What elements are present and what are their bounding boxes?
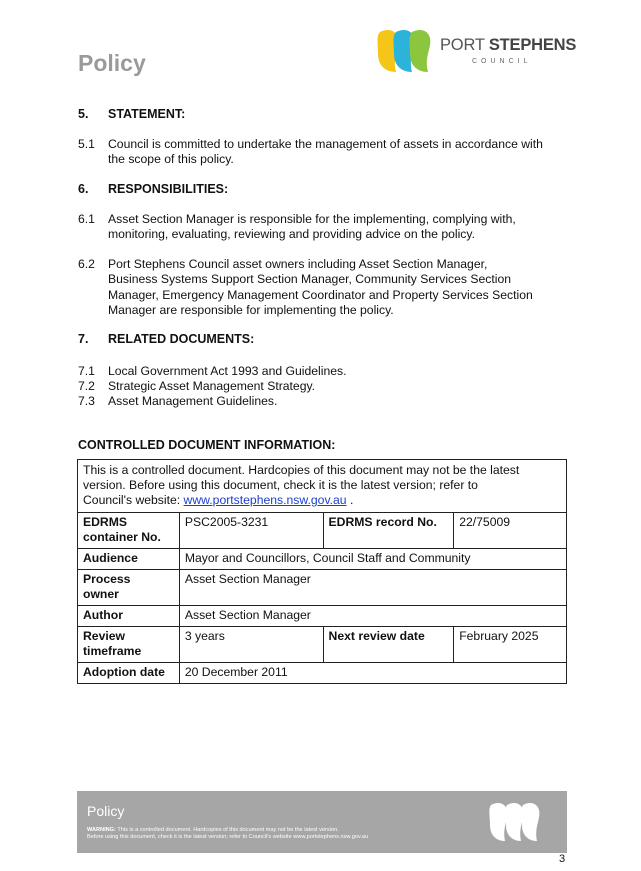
- table-row: [78, 460, 567, 513]
- controlled-info-table: [77, 459, 567, 684]
- section-heading-statement: 5. STATEMENT:: [78, 107, 186, 121]
- page-number: 3: [559, 853, 566, 865]
- adoption-date-value: 20 December 2011: [179, 663, 566, 684]
- edrms-container-label: EDRMS container No.: [78, 513, 180, 549]
- audience-value: Mayor and Councillors, Council Staff and Community: [179, 549, 566, 570]
- table-row: [78, 606, 567, 627]
- process-owner-value: Asset Section Manager: [179, 570, 566, 606]
- adoption-date-label: Adoption date: [78, 663, 180, 684]
- section-heading-related-documents: 7. RELATED DOCUMENTS:: [78, 332, 255, 346]
- table-row: [78, 549, 567, 570]
- section-heading-responsibilities: 6. RESPONSIBILITIES:: [78, 182, 229, 196]
- audience-label: Audience: [78, 549, 180, 570]
- page-title: Policy: [78, 50, 146, 76]
- table-row: [78, 513, 567, 549]
- author-value: Asset Section Manager: [179, 606, 566, 627]
- process-owner-label: Process owner: [78, 570, 180, 606]
- wave-logo-icon: [376, 26, 438, 76]
- council-logo: [376, 26, 576, 76]
- logo-subtitle: COUNCIL: [472, 58, 532, 65]
- author-label: Author: [78, 606, 180, 627]
- next-review-label: Next review date: [323, 627, 454, 663]
- logo-name: PORT STEPHENS: [440, 36, 577, 54]
- website-link[interactable]: www.portstephens.nsw.gov.au: [183, 493, 347, 507]
- footer-warning: WARNING: This is a controlled document. Hardcopies of this document may not be the latest version. Before using this document, check it is the latest version; refer to Council's website www.portstephens.nsw.gov.au: [87, 827, 369, 840]
- page-footer: [77, 791, 567, 853]
- review-timeframe-value: 3 years: [179, 627, 323, 663]
- review-timeframe-label: Review timeframe: [78, 627, 180, 663]
- footer-title: Policy: [87, 803, 125, 819]
- edrms-container-value: PSC2005-3231: [179, 513, 323, 549]
- next-review-value: February 2025: [454, 627, 567, 663]
- table-row: [78, 663, 567, 684]
- controlled-info-heading: CONTROLLED DOCUMENT INFORMATION:: [78, 438, 336, 452]
- edrms-record-value: 22/75009: [454, 513, 567, 549]
- table-row: [78, 627, 567, 663]
- table-row: [78, 570, 567, 606]
- edrms-record-label: EDRMS record No.: [323, 513, 454, 549]
- controlled-notice: This is a controlled document. Hardcopies of this document may not be the latest version. Before using this document, check it is the latest version; refer to Council's website: www.portstephens.nsw.gov.au .: [78, 460, 567, 513]
- footer-logo-icon: [489, 799, 545, 845]
